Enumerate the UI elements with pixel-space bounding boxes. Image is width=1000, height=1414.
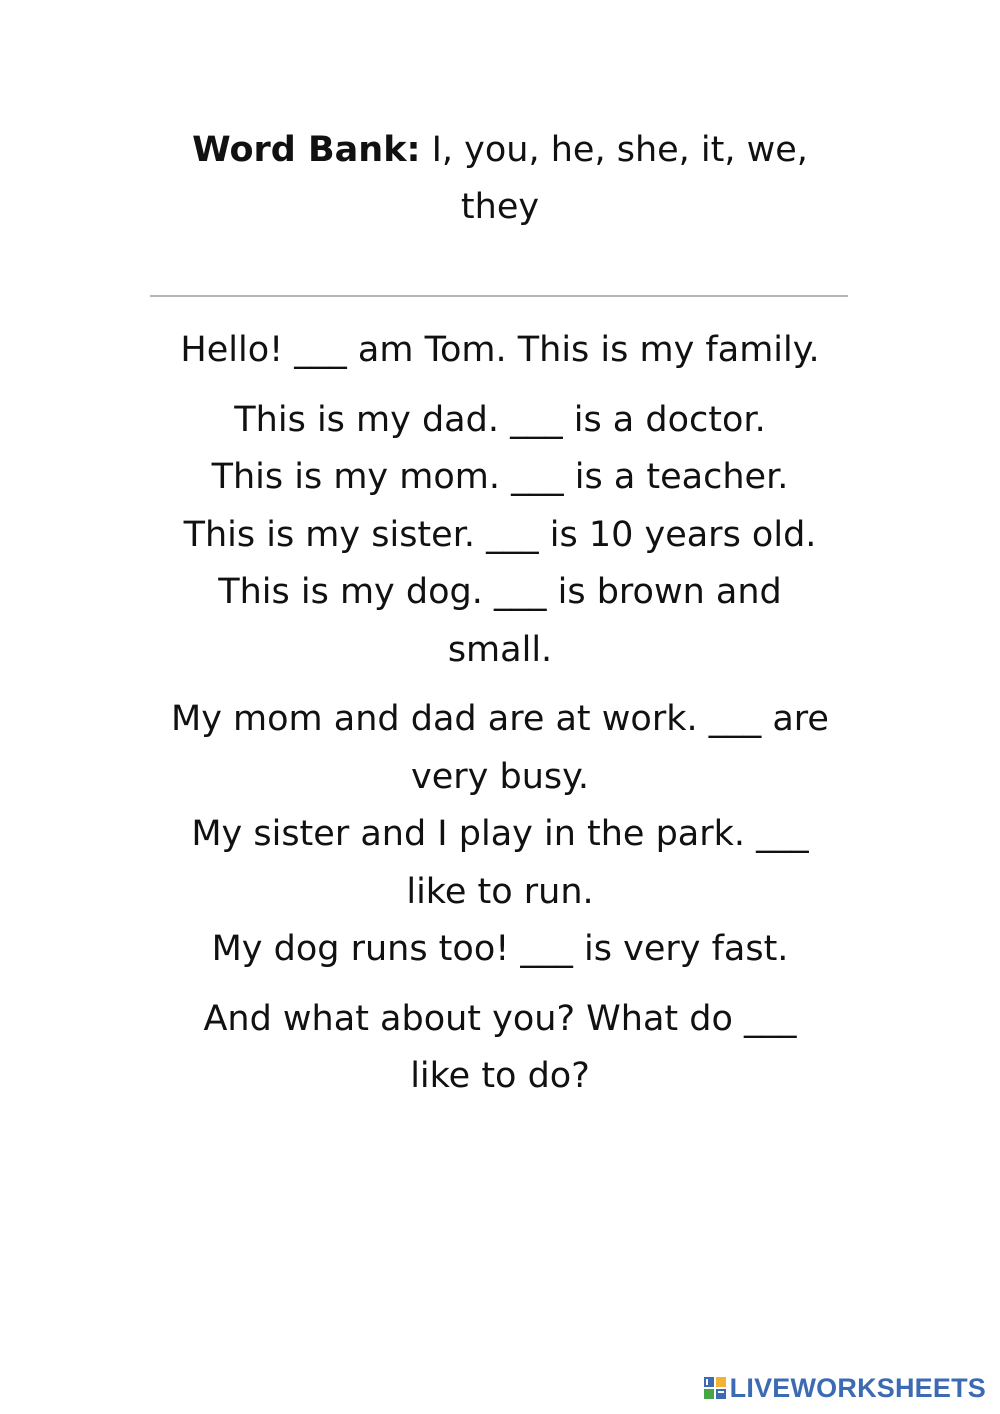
story-line: This is my dad. ___ is a doctor. bbox=[234, 399, 766, 440]
story-line: My mom and dad are at work. ___ are bbox=[171, 699, 829, 739]
story-line: This is my sister. ___ is 10 years old. bbox=[183, 514, 817, 555]
word-bank-label: Word Bank: bbox=[192, 130, 421, 170]
paragraph-family-members bbox=[150, 392, 850, 680]
liveworksheets-text: LIVEWORKSHEETS bbox=[729, 1372, 986, 1403]
divider bbox=[150, 295, 848, 297]
story-line: like to do? bbox=[410, 1056, 590, 1096]
story-line: This is my mom. ___ is a teacher. bbox=[211, 457, 789, 497]
story-line: My dog runs too! ___ is very fast. bbox=[211, 929, 789, 969]
story-line: My sister and I play in the park. ___ bbox=[191, 814, 809, 854]
word-bank-words-continued: they bbox=[460, 187, 540, 227]
story-line: like to run. bbox=[406, 871, 594, 912]
story-line: very busy. bbox=[411, 756, 589, 797]
story-line: And what about you? What do ___ bbox=[203, 998, 797, 1039]
story-line: small. bbox=[447, 629, 553, 670]
story-text bbox=[150, 322, 850, 1106]
paragraph-intro bbox=[150, 322, 850, 380]
paragraph-activities bbox=[150, 691, 850, 979]
paragraph-question bbox=[150, 991, 850, 1106]
word-bank bbox=[150, 122, 850, 236]
liveworksheets-logo-icon bbox=[704, 1377, 726, 1399]
story-line: Hello! ___ am Tom. This is my family. bbox=[180, 330, 820, 370]
liveworksheets-watermark bbox=[704, 1372, 986, 1404]
word-bank-words: I, you, he, she, it, we, bbox=[420, 130, 808, 170]
story-line: This is my dog. ___ is brown and bbox=[218, 572, 782, 612]
